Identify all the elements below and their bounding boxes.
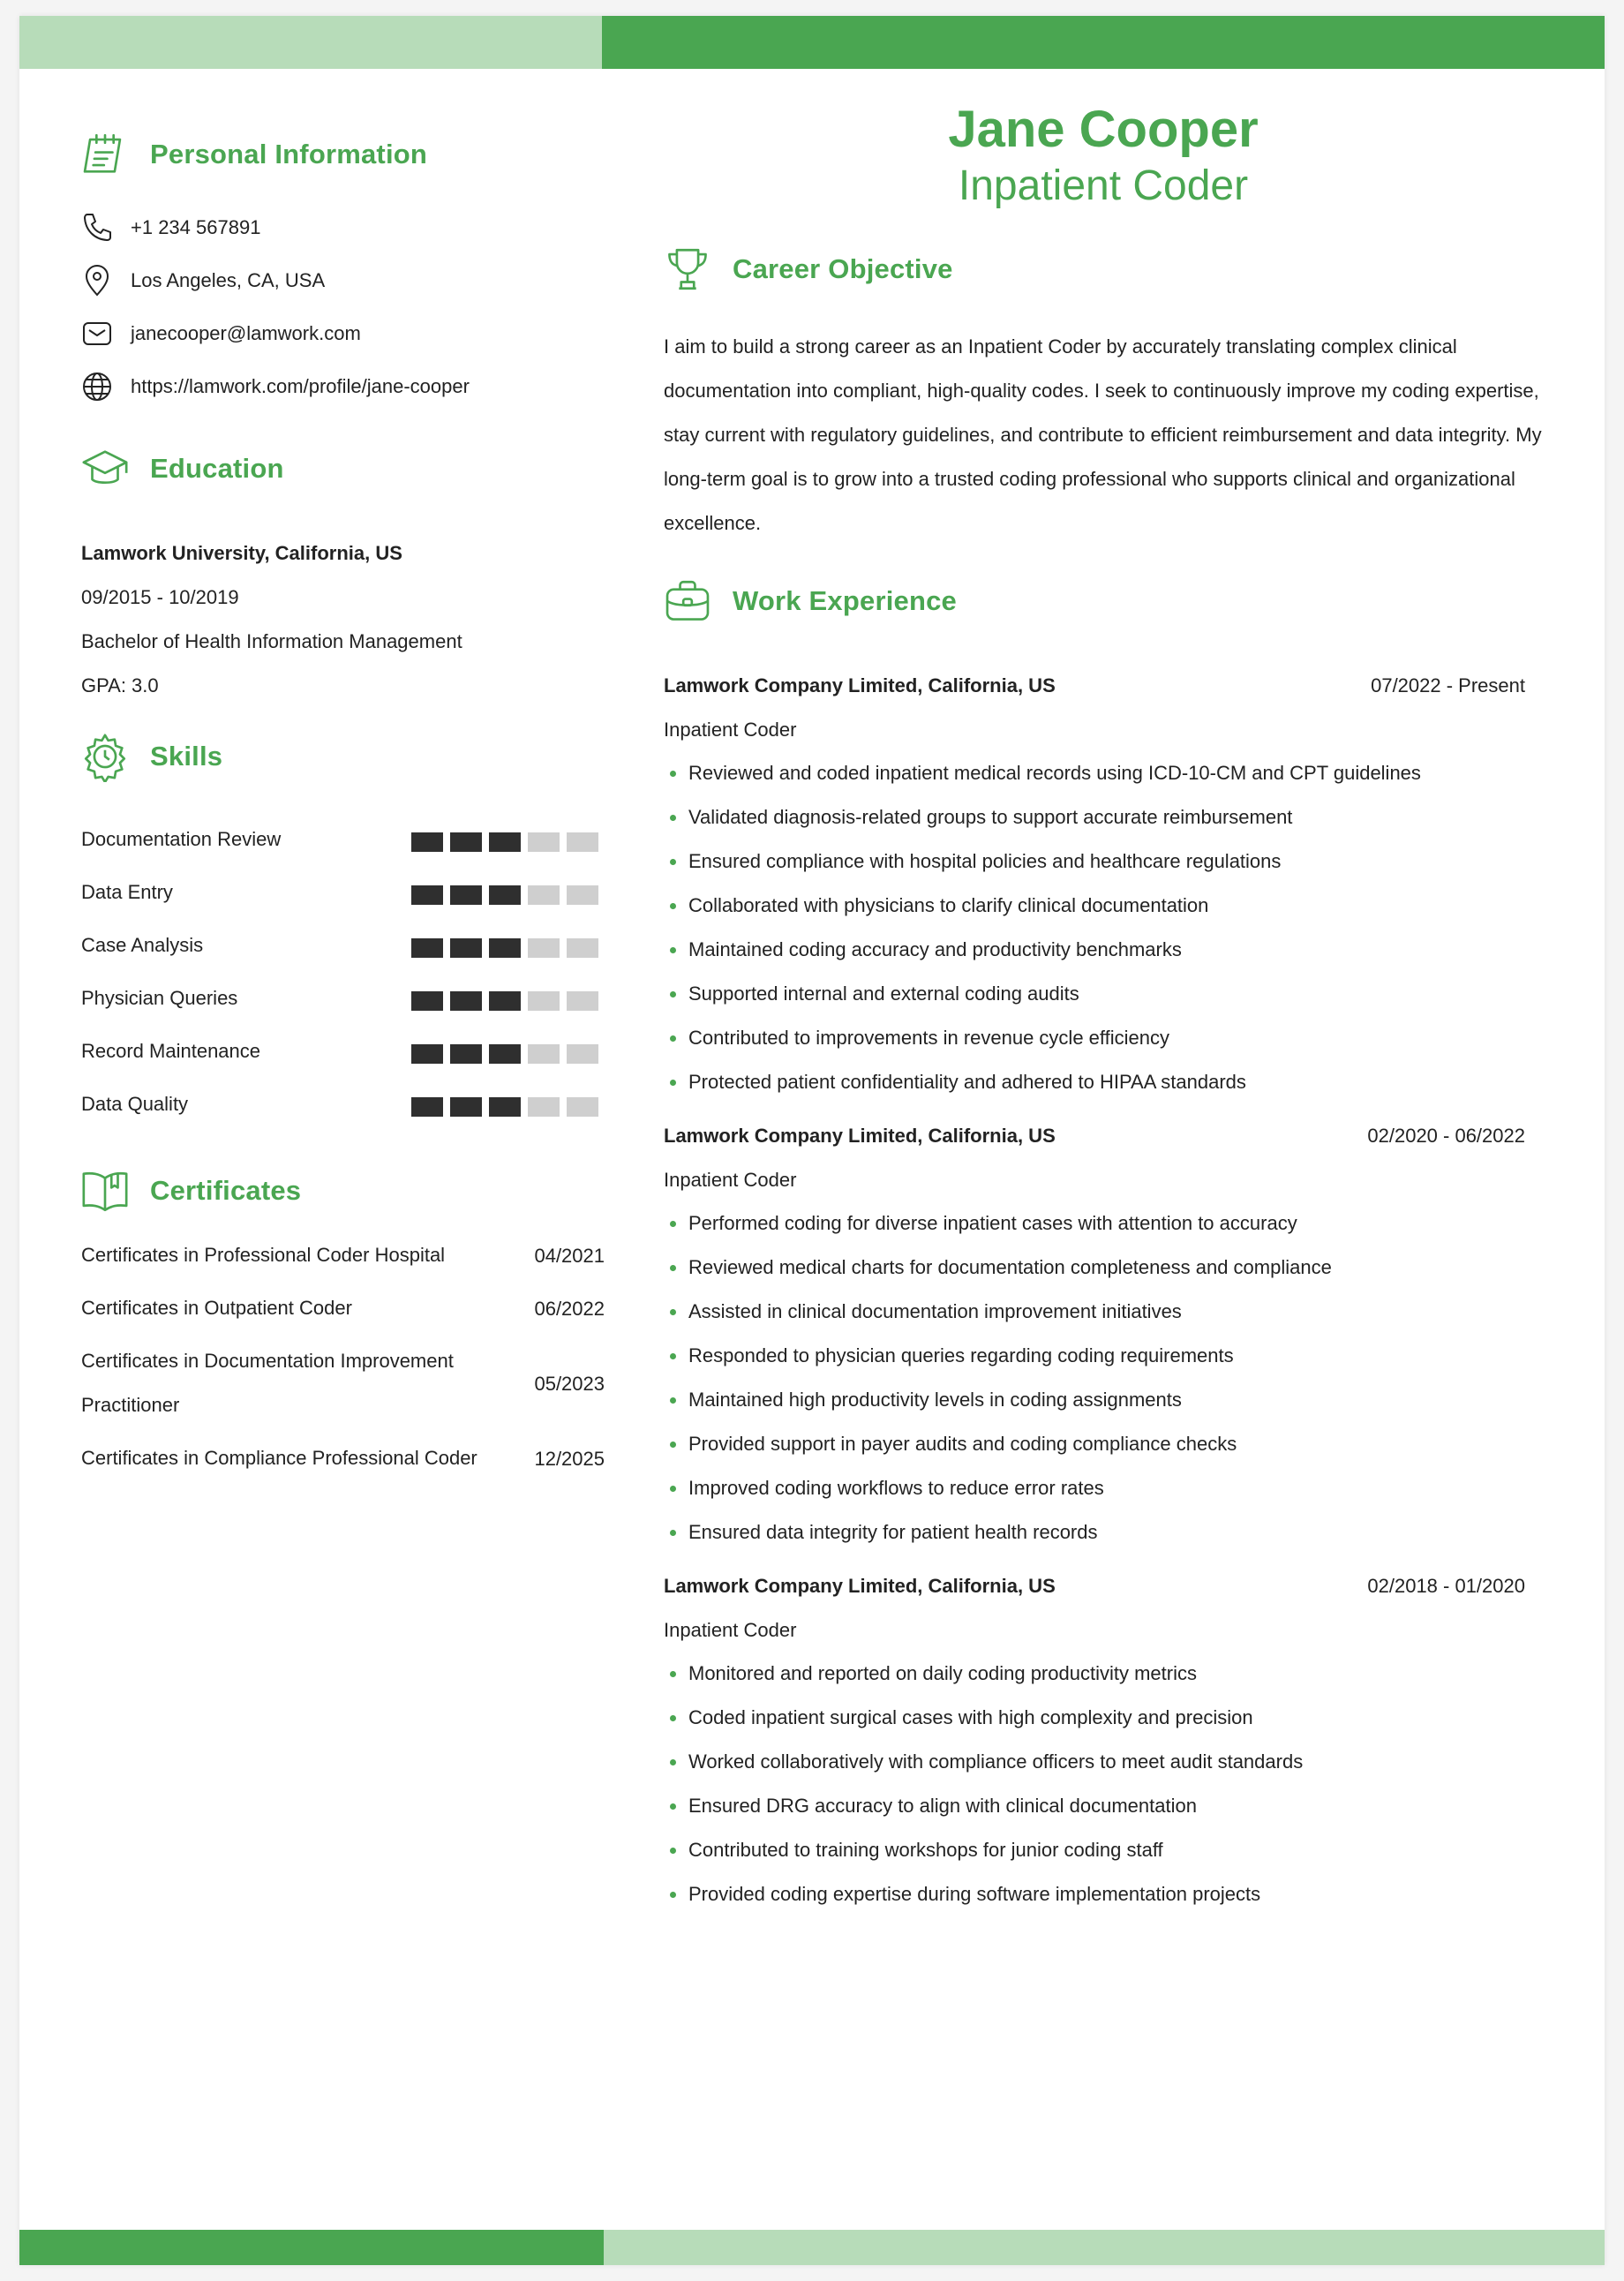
skill-rating-segment [567,938,598,958]
skill-rating-segment [528,938,560,958]
skill-name: Physician Queries [81,987,238,1009]
skill-rating-bar [411,938,605,958]
phone-row [79,210,260,245]
globe-icon [79,369,115,404]
certificate-name: Certificates in Compliance Professional Coder [81,1447,477,1469]
personal-info-heading [79,129,427,180]
job-company: Lamwork Company Limited, California, US [664,1125,1056,1147]
skill-name: Case Analysis [81,934,204,956]
job-bullet: Provided coding expertise during software implementation projects [664,1872,1303,1916]
location-pin-icon [79,263,115,298]
education-gpa: GPA: 3.0 [81,674,159,696]
skill-name: Data Quality [81,1093,189,1115]
section-title: Career Objective [733,253,953,284]
job-bullet-list [664,751,1421,1104]
section-title: Skills [150,741,223,772]
skill-rating-segment [567,991,598,1011]
skill-rating-bar [411,832,605,852]
job-bullet: Contributed to training workshops for junior coding staff [664,1828,1303,1872]
skill-rating-segment [450,1044,482,1064]
job-role: Inpatient Coder [664,1619,797,1641]
skill-rating-segment [411,1097,443,1117]
skill-rating-segment [528,991,560,1011]
job-bullet-list [664,1201,1332,1555]
certificate-date: 04/2021 [534,1245,605,1267]
top-accent-band-light [19,16,602,69]
gear-clock-icon [79,731,131,782]
career-objective-text: I aim to build a strong career as an Inpatient Coder by accurately translating complex clinical documentation into compliant, high-quality codes. I seek to continuously improve my coding expertise, stay current with regulatory guidelines, and contribute to efficient reimbursement and data integrity. My long-term goal is to grow into a trusted coding professional who supports clinical and organizational excellence. [664,335,1542,534]
job-bullet: Ensured compliance with hospital policies and healthcare regulations [664,839,1421,884]
skill-name: Data Entry [81,881,173,903]
skill-rating-bar [411,1044,605,1064]
skill-rating-bar [411,885,605,905]
skill-rating-segment [411,938,443,958]
job-bullet: Worked collaboratively with compliance officers to meet audit standards [664,1740,1303,1784]
certificate-name: Certificates in Professional Coder Hospital [81,1244,446,1266]
job-bullet: Assisted in clinical documentation improvement initiatives [664,1290,1332,1334]
skill-rating-segment [567,832,598,852]
skill-rating-segment [528,885,560,905]
job-bullet: Reviewed medical charts for documentation completeness and compliance [664,1246,1332,1290]
skill-rating-segment [411,1044,443,1064]
education-degree: Bachelor of Health Information Management [81,630,462,652]
candidate-name: Jane Cooper [948,101,1259,158]
job-bullet: Improved coding workflows to reduce error rates [664,1466,1332,1510]
job-bullet: Provided support in payer audits and coding compliance checks [664,1422,1332,1466]
skill-rating-segment [528,832,560,852]
location-row [79,263,325,298]
website-link[interactable]: https://lamwork.com/profile/jane-cooper [131,375,470,397]
education-heading [79,443,284,494]
top-accent-band-dark [602,16,1605,69]
job-dates: 02/2020 - 06/2022 [1367,1125,1525,1147]
section-title: Education [150,453,284,484]
email-text[interactable]: janecooper@lamwork.com [131,322,361,344]
job-dates: 07/2022 - Present [1371,674,1525,696]
job-bullet: Collaborated with physicians to clarify clinical documentation [664,884,1421,928]
briefcase-icon [662,576,713,627]
job-bullet: Ensured data integrity for patient health records [664,1510,1332,1555]
mail-icon [79,316,115,351]
skill-rating-segment [489,885,521,905]
skill-rating-segment [567,1044,598,1064]
job-role: Inpatient Coder [664,1169,797,1191]
certificate-name: Certificates in Outpatient Coder [81,1297,352,1319]
resume-page [19,16,1605,2265]
job-bullet: Monitored and reported on daily coding productivity metrics [664,1652,1303,1696]
trophy-icon [662,244,713,295]
certificate-date: 12/2025 [534,1448,605,1470]
phone-icon [79,210,115,245]
job-bullet: Protected patient confidentiality and adhered to HIPAA standards [664,1060,1421,1104]
section-title: Certificates [150,1175,302,1206]
graduation-cap-icon [79,443,131,494]
job-bullet: Reviewed and coded inpatient medical records using ICD-10-CM and CPT guidelines [664,751,1421,795]
job-bullet: Performed coding for diverse inpatient cases with attention to accuracy [664,1201,1332,1246]
job-bullet-list [664,1652,1303,1916]
phone-text: +1 234 567891 [131,216,261,238]
certificate-name: Certificates in Documentation Improvement Practitioner [81,1350,454,1416]
skills-heading [79,731,222,782]
education-dates: 09/2015 - 10/2019 [81,586,239,608]
skill-rating-segment [489,1097,521,1117]
skill-rating-segment [567,1097,598,1117]
skill-rating-segment [528,1097,560,1117]
skill-rating-segment [411,885,443,905]
job-bullet: Ensured DRG accuracy to align with clinical documentation [664,1784,1303,1828]
certificates-heading [79,1165,301,1216]
job-bullet: Responded to physician queries regarding coding requirements [664,1334,1332,1378]
open-book-icon [79,1165,131,1216]
career-objective-heading [662,244,953,295]
skill-rating-segment [450,991,482,1011]
email-row [79,316,361,351]
job-bullet: Maintained high productivity levels in coding assignments [664,1378,1332,1422]
candidate-title: Inpatient Coder [958,162,1249,209]
job-bullet: Coded inpatient surgical cases with high complexity and precision [664,1696,1303,1740]
skill-rating-segment [489,1044,521,1064]
bottom-accent-band-light [604,2230,1605,2265]
job-bullet: Supported internal and external coding audits [664,972,1421,1016]
section-title: Work Experience [733,585,957,616]
skill-rating-segment [567,885,598,905]
job-dates: 02/2018 - 01/2020 [1367,1575,1525,1597]
certificate-date: 05/2023 [534,1373,605,1395]
skill-rating-segment [450,832,482,852]
skill-rating-bar [411,1097,605,1117]
skill-rating-segment [450,885,482,905]
job-bullet: Validated diagnosis-related groups to support accurate reimbursement [664,795,1421,839]
job-company: Lamwork Company Limited, California, US [664,674,1056,696]
bottom-accent-band-dark [19,2230,604,2265]
skill-rating-segment [489,991,521,1011]
skill-rating-segment [489,832,521,852]
job-role: Inpatient Coder [664,719,797,741]
job-company: Lamwork Company Limited, California, US [664,1575,1056,1597]
certificate-date: 06/2022 [534,1298,605,1320]
education-school: Lamwork University, California, US [81,542,402,564]
skill-rating-segment [411,991,443,1011]
skill-rating-segment [489,938,521,958]
skill-name: Documentation Review [81,828,282,850]
job-bullet: Maintained coding accuracy and productivity benchmarks [664,928,1421,972]
work-experience-heading [662,576,957,627]
website-row [79,369,470,404]
skill-name: Record Maintenance [81,1040,261,1062]
skill-rating-segment [450,938,482,958]
job-bullet: Contributed to improvements in revenue cycle efficiency [664,1016,1421,1060]
skill-rating-segment [411,832,443,852]
skill-rating-bar [411,991,605,1011]
calendar-note-icon [79,129,131,180]
skill-rating-segment [450,1097,482,1117]
skill-rating-segment [528,1044,560,1064]
location-text: Los Angeles, CA, USA [131,269,326,291]
section-title: Personal Information [150,139,428,169]
